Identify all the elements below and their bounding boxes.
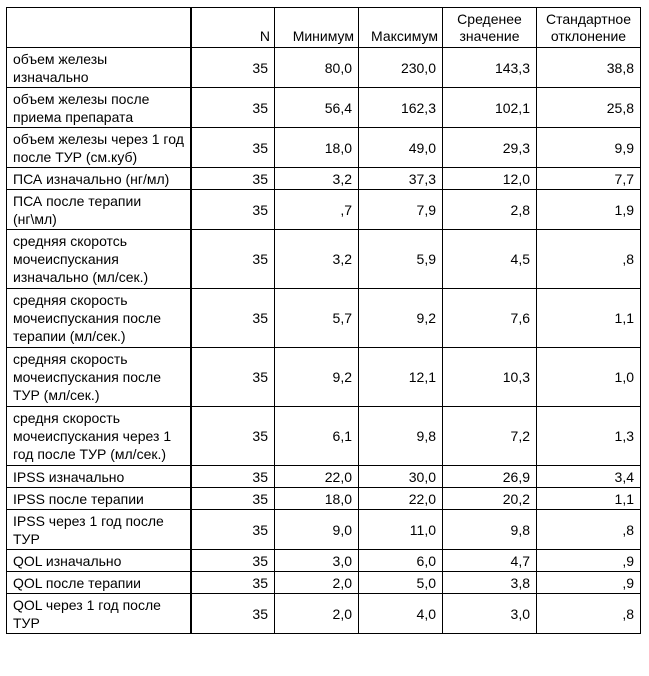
table-row xyxy=(7,168,641,190)
row-mean: 3,8 xyxy=(443,572,537,594)
row-n: 35 xyxy=(191,572,275,594)
row-mean: 4,5 xyxy=(443,230,537,289)
row-mean: 9,8 xyxy=(443,510,537,550)
row-max: 22,0 xyxy=(359,488,443,510)
row-n: 35 xyxy=(191,407,275,466)
row-sd: 1,1 xyxy=(537,289,641,348)
row-max: 6,0 xyxy=(359,550,443,572)
row-n: 35 xyxy=(191,190,275,230)
row-max: 162,3 xyxy=(359,88,443,128)
row-sd: ,9 xyxy=(537,550,641,572)
row-label: QOL после терапии xyxy=(7,572,191,594)
row-sd: 1,0 xyxy=(537,348,641,407)
row-mean: 10,3 xyxy=(443,348,537,407)
row-label: средняя скорость мочеиспускания после ТУР (мл/сек.) xyxy=(7,348,191,407)
row-max: 230,0 xyxy=(359,48,443,88)
row-label: объем железы через 1 год после ТУР (см.куб) xyxy=(7,128,191,168)
row-max: 7,9 xyxy=(359,190,443,230)
row-min: 18,0 xyxy=(275,488,359,510)
row-min: 2,0 xyxy=(275,572,359,594)
table-row xyxy=(7,466,641,488)
row-sd: ,8 xyxy=(537,510,641,550)
row-sd: 3,4 xyxy=(537,466,641,488)
row-label: IPSS после терапии xyxy=(7,488,191,510)
row-mean: 7,2 xyxy=(443,407,537,466)
table-row xyxy=(7,572,641,594)
row-max: 5,9 xyxy=(359,230,443,289)
descriptive-statistics-table-container xyxy=(6,7,641,634)
row-min: 18,0 xyxy=(275,128,359,168)
row-sd: 25,8 xyxy=(537,88,641,128)
row-mean: 2,8 xyxy=(443,190,537,230)
row-mean: 29,3 xyxy=(443,128,537,168)
row-mean: 4,7 xyxy=(443,550,537,572)
row-max: 37,3 xyxy=(359,168,443,190)
row-max: 9,8 xyxy=(359,407,443,466)
row-n: 35 xyxy=(191,48,275,88)
row-mean: 102,1 xyxy=(443,88,537,128)
row-label: ПСА после терапии (нг\мл) xyxy=(7,190,191,230)
row-sd: ,9 xyxy=(537,572,641,594)
header-row xyxy=(7,8,641,48)
table-row xyxy=(7,407,641,466)
row-max: 5,0 xyxy=(359,572,443,594)
row-min: 22,0 xyxy=(275,466,359,488)
row-label: QOL через 1 год после ТУР xyxy=(7,594,191,634)
row-mean: 12,0 xyxy=(443,168,537,190)
table-row xyxy=(7,550,641,572)
row-label: QOL изначально xyxy=(7,550,191,572)
row-min: 9,0 xyxy=(275,510,359,550)
row-n: 35 xyxy=(191,88,275,128)
table-row xyxy=(7,510,641,550)
row-min: 6,1 xyxy=(275,407,359,466)
row-mean: 143,3 xyxy=(443,48,537,88)
row-label: средняя скорость мочеиспускания после терапии (мл/сек.) xyxy=(7,289,191,348)
descriptive-statistics-table xyxy=(6,7,641,634)
row-sd: 1,9 xyxy=(537,190,641,230)
row-max: 12,1 xyxy=(359,348,443,407)
table-row xyxy=(7,190,641,230)
row-n: 35 xyxy=(191,289,275,348)
row-sd: 1,3 xyxy=(537,407,641,466)
row-min: 3,2 xyxy=(275,168,359,190)
row-mean: 3,0 xyxy=(443,594,537,634)
table-row xyxy=(7,289,641,348)
row-max: 11,0 xyxy=(359,510,443,550)
header-n: N xyxy=(191,8,275,48)
row-max: 30,0 xyxy=(359,466,443,488)
row-sd: 38,8 xyxy=(537,48,641,88)
row-min: 80,0 xyxy=(275,48,359,88)
row-sd: 7,7 xyxy=(537,168,641,190)
table-row xyxy=(7,230,641,289)
row-n: 35 xyxy=(191,510,275,550)
row-n: 35 xyxy=(191,594,275,634)
row-mean: 26,9 xyxy=(443,466,537,488)
row-sd: 9,9 xyxy=(537,128,641,168)
row-n: 35 xyxy=(191,550,275,572)
row-mean: 7,6 xyxy=(443,289,537,348)
table-row xyxy=(7,128,641,168)
row-min: 3,2 xyxy=(275,230,359,289)
row-n: 35 xyxy=(191,466,275,488)
table-row xyxy=(7,88,641,128)
header-corner-cell xyxy=(7,8,191,48)
row-label: ПСА изначально (нг/мл) xyxy=(7,168,191,190)
table-row xyxy=(7,348,641,407)
row-min: 5,7 xyxy=(275,289,359,348)
row-label: объем железы изначально xyxy=(7,48,191,88)
header-mean: Среденее значение xyxy=(443,8,537,48)
row-min: ,7 xyxy=(275,190,359,230)
row-sd: ,8 xyxy=(537,594,641,634)
header-sd: Стандартное отклонение xyxy=(537,8,641,48)
row-label: средня скорость мочеиспускания через 1 год после ТУР (мл/сек.) xyxy=(7,407,191,466)
header-max: Максимум xyxy=(359,8,443,48)
row-min: 56,4 xyxy=(275,88,359,128)
row-sd: 1,1 xyxy=(537,488,641,510)
row-label: объем железы после приема препарата xyxy=(7,88,191,128)
row-n: 35 xyxy=(191,168,275,190)
row-mean: 20,2 xyxy=(443,488,537,510)
table-row xyxy=(7,48,641,88)
row-label: средняя скоротсь мочеиспускания изначально (мл/сек.) xyxy=(7,230,191,289)
row-max: 49,0 xyxy=(359,128,443,168)
row-n: 35 xyxy=(191,488,275,510)
row-label: IPSS через 1 год после ТУР xyxy=(7,510,191,550)
row-max: 4,0 xyxy=(359,594,443,634)
row-n: 35 xyxy=(191,230,275,289)
row-min: 3,0 xyxy=(275,550,359,572)
table-row xyxy=(7,488,641,510)
row-min: 2,0 xyxy=(275,594,359,634)
table-row xyxy=(7,594,641,634)
row-n: 35 xyxy=(191,128,275,168)
row-sd: ,8 xyxy=(537,230,641,289)
row-n: 35 xyxy=(191,348,275,407)
row-max: 9,2 xyxy=(359,289,443,348)
header-min: Минимум xyxy=(275,8,359,48)
row-label: IPSS изначально xyxy=(7,466,191,488)
row-min: 9,2 xyxy=(275,348,359,407)
